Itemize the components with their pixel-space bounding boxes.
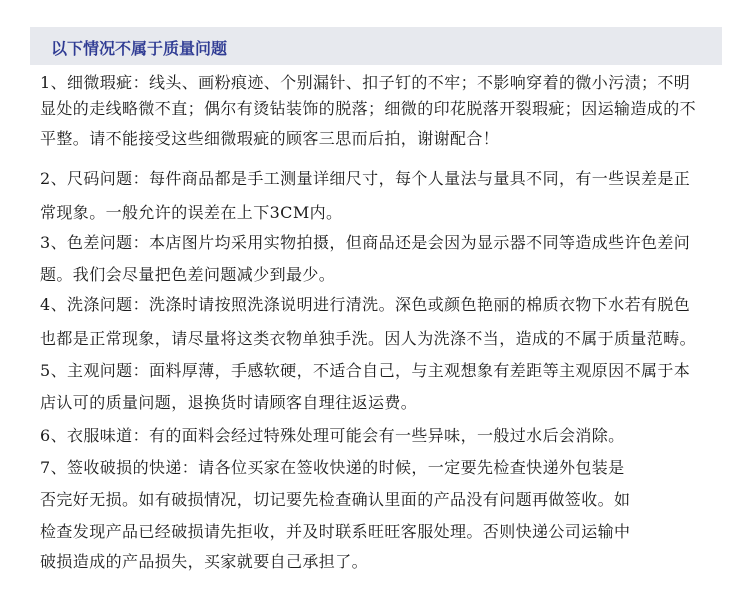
text-line: 6、衣服味道：有的面料会经过特殊处理可能会有一些异味，一般过水后会消除。 bbox=[40, 426, 625, 445]
text-line: 1、细微瑕疵：线头、画粉痕迹、个别漏针、扣子钉的不牢；不影响穿着的微小污渍；不明 bbox=[40, 73, 691, 92]
text-line: 3、色差问题：本店图片均采用实物拍摄，但商品还是会因为显示器不同等造成些许色差问 bbox=[40, 233, 691, 252]
text-line: 4、洗涤问题：洗涤时请按照洗涤说明进行清洗。深色或颜色艳丽的棉质衣物下水若有脱色 bbox=[40, 295, 691, 314]
text-line: 2、尺码问题：每件商品都是手工测量详细尺寸，每个人量法与量具不同，有一些误差是正 bbox=[40, 169, 691, 188]
header-title: 以下情况不属于质量问题 bbox=[51, 39, 228, 58]
text-line: 否完好无损。如有破损情况，切记要先检查确认里面的产品没有问题再做签收。如 bbox=[40, 490, 631, 509]
text-line: 常现象。一般允许的误差在上下3CM内。 bbox=[40, 203, 343, 222]
text-line: 破损造成的产品损失，买家就要自己承担了。 bbox=[40, 552, 369, 571]
text-line: 检查发现产品已经破损请先拒收，并及时联系旺旺客服处理。否则快递公司运输中 bbox=[40, 522, 631, 541]
text-line: 店认可的质量问题，退换货时请顾客自理往返运费。 bbox=[40, 393, 418, 412]
text-line: 5、主观问题：面料厚薄，手感软硬，不适合自己，与主观想象有差距等主观原因不属于本 bbox=[40, 361, 691, 380]
text-line: 也都是正常现象，请尽量将这类衣物单独手洗。因人为洗涤不当，造成的不属于质量范畴。 bbox=[40, 329, 697, 348]
header-banner bbox=[30, 27, 722, 65]
text-line: 显处的走线略微不直；偶尔有烫钻装饰的脱落；细微的印花脱落开裂瑕疵；因运输造成的不 bbox=[40, 99, 697, 118]
text-line: 7、签收破损的快递：请各位买家在签收快递的时候，一定要先检查快递外包装是 bbox=[40, 458, 625, 477]
text-line: 平整。请不能接受这些细微瑕疵的顾客三思而后拍，谢谢配合！ bbox=[40, 129, 500, 148]
text-line: 题。我们会尽量把色差问题减少到最少。 bbox=[40, 265, 336, 284]
